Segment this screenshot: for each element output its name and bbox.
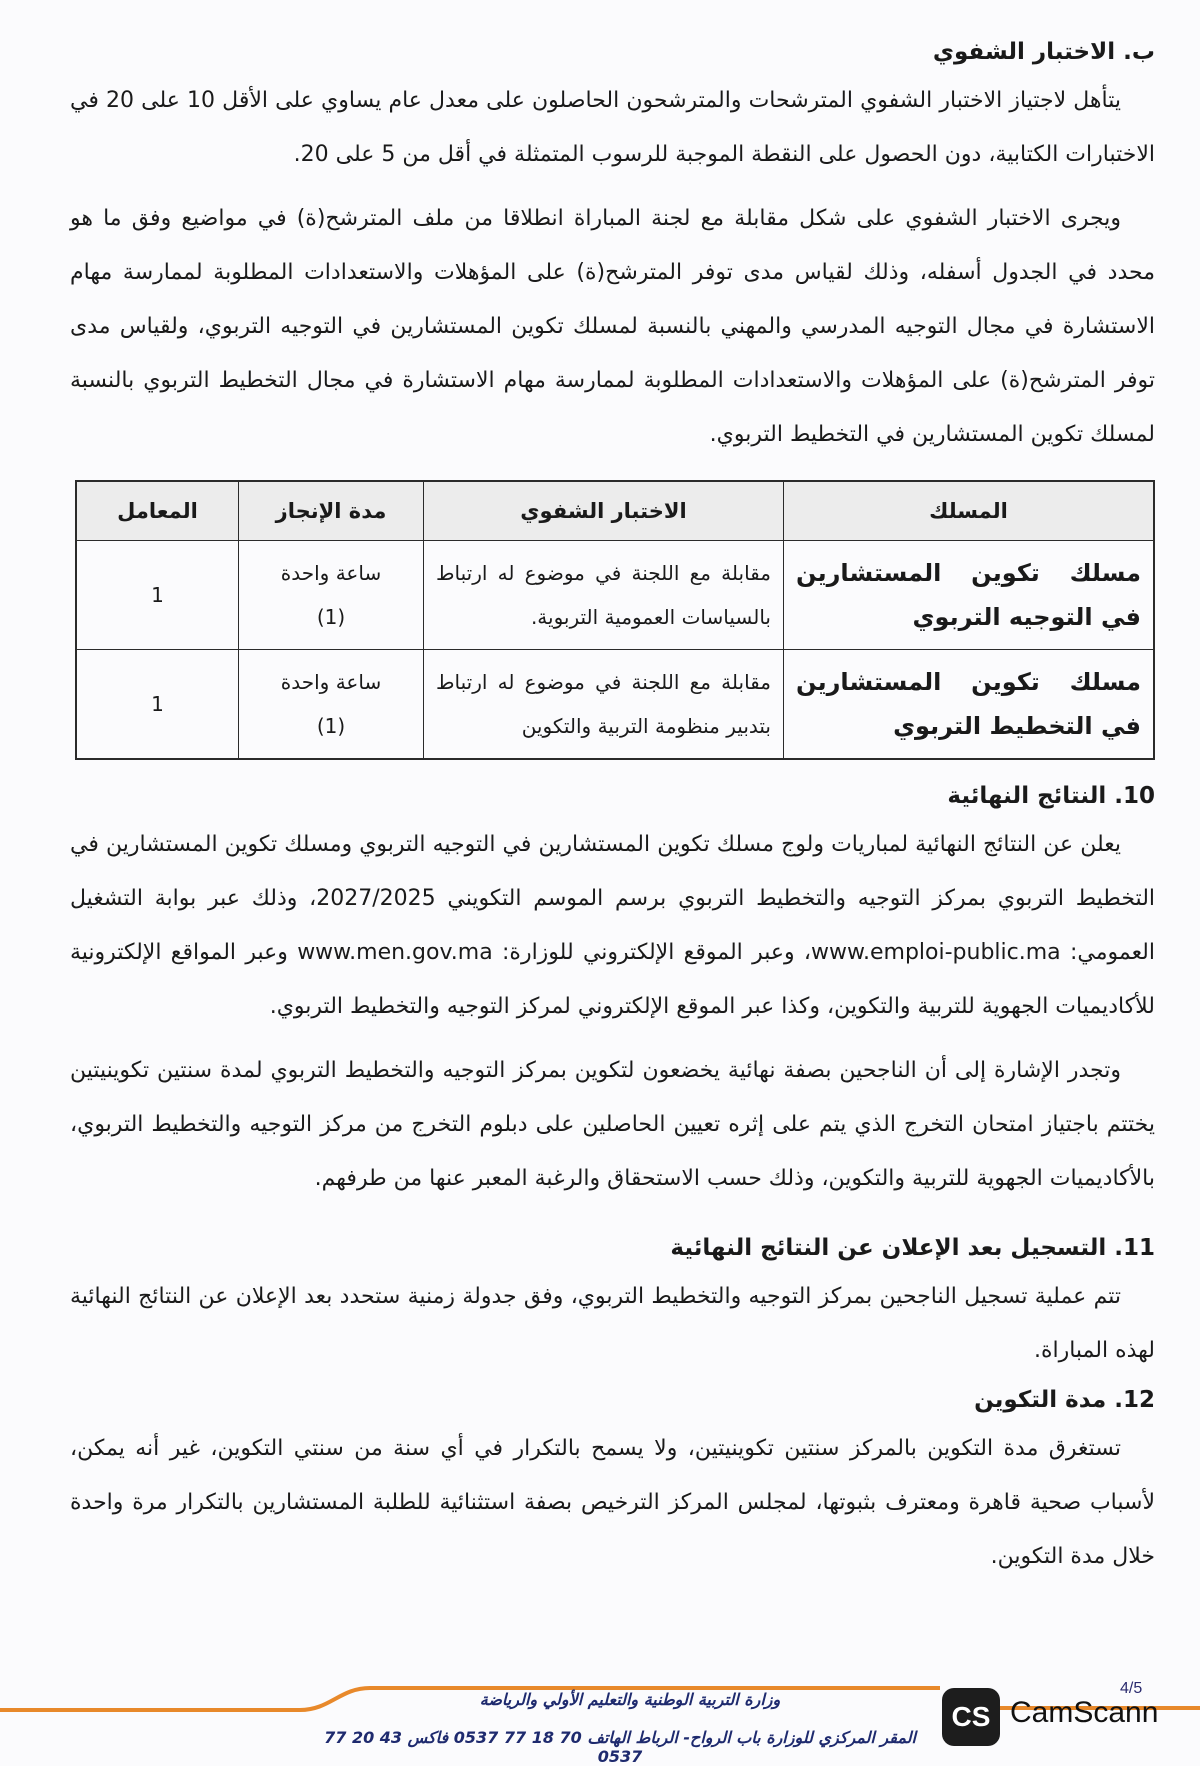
- section-b-paragraph-1: يتأهل لاجتياز الاختبار الشفوي المترشحات والمترشحون الحاصلون على معدل عام يساوي على الأقل 10 على 20 في الاختبارات الكتابية، دون الحصول على النقطة الموجبة للرسوب المتمثلة في أقل من 5 على 20.: [70, 88, 1155, 167]
- page-number: 4/5: [1120, 1680, 1143, 1697]
- row-oral-test: مقابلة مع اللجنة في موضوع له ارتباط بالسياسات العمومية التربوية.: [424, 541, 784, 650]
- camscanner-watermark: CamScann: [1010, 1696, 1159, 1729]
- section-12-paragraph-1: تستغرق مدة التكوين بالمركز سنتين تكوينيتين، ولا يسمح بالتكرار في أي سنة من سنتي التكوين، غير أنه يمكن، لأسباب صحية قاهرة ومعترف بثبوتها، لمجلس المركز الترخيص بصفة استثنائية للطلبة المستشارين بالتكرار مرة واحدة خلال مدة التكوين.: [70, 1436, 1155, 1569]
- ministry-address: المقر المركزي للوزارة باب الرواح- الرباط الهاتف 70 18 77 0537 فاكس 43 20 77 0537: [324, 1728, 916, 1766]
- row-oral-test: مقابلة مع اللجنة في موضوع له ارتباط بتدبير منظومة التربية والتكوين: [424, 650, 784, 760]
- header-duration: مدة الإنجاز: [239, 481, 424, 541]
- section-10-paragraph-2: وتجدر الإشارة إلى أن الناجحين بصفة نهائية يخضعون لتكوين بمركز التوجيه والتخطيط التربوي لمدة سنتين تكوينيتين يختتم باجتياز امتحان التخرج الذي يتم على إثره تعيين الحاصلين على دبلوم التخرج من مركز التوجيه والتخطيط التربوي، بالأكاديميات الجهوية للتربية والتكوين، وذلك حسب الاستحقاق والرغبة المعبر عنها من طرفهم.: [70, 1058, 1155, 1191]
- duration-text: ساعة واحدة: [280, 561, 382, 585]
- row-coefficient: 1: [76, 650, 239, 760]
- header-coefficient: المعامل: [76, 481, 239, 541]
- ministry-name: وزارة التربية الوطنية والتعليم الأولي والرياضة: [479, 1690, 781, 1709]
- table-header-row: [76, 481, 1154, 541]
- row-track: مسلك تكوين المستشارين في التخطيط التربوي: [784, 650, 1155, 760]
- section-11-heading: 11. التسجيل بعد الإعلان عن النتائج النهائية: [670, 1235, 1155, 1261]
- section-12-heading: 12. مدة التكوين: [974, 1387, 1155, 1413]
- section-10-paragraph-1: يعلن عن النتائج النهائية لمباريات ولوج مسلك تكوين المستشارين في التوجيه التربوي ومسلك تكوين المستشارين في التخطيط التربوي بمركز التوجيه والتخطيط التربوي برسم الموسم التكويني 2027/2025، وذلك عبر بوابة التشغيل العمومي: www.emploi-public.ma، وعبر الموقع الإلكتروني للوزارة: www.men.gov.ma وعبر المواقع الإلكترونية للأكاديميات الجهوية للتربية والتكوين، وكذا عبر الموقع الإلكتروني لمركز التوجيه والتخطيط التربوي.: [70, 832, 1156, 1019]
- table-row: [76, 541, 1154, 650]
- section-10-heading: 10. النتائج النهائية: [947, 783, 1155, 809]
- section-b-heading: ب. الاختبار الشفوي: [932, 39, 1155, 65]
- header-oral-test: الاختبار الشفوي: [424, 481, 784, 541]
- camscanner-logo-icon: CS: [942, 1688, 1000, 1746]
- page-footer: [0, 1680, 1200, 1766]
- row-duration: [239, 650, 424, 760]
- header-track: المسلك: [784, 481, 1155, 541]
- duration-number: (1): [316, 714, 346, 738]
- oral-exam-table: [75, 480, 1155, 760]
- section-11-paragraph-1: تتم عملية تسجيل الناجحين بمركز التوجيه والتخطيط التربوي، وفق جدولة زمنية ستحدد بعد الإعلان عن النتائج النهائية لهذه المباراة.: [70, 1284, 1155, 1363]
- section-b-paragraph-2: ويجرى الاختبار الشفوي على شكل مقابلة مع لجنة المباراة انطلاقا من ملف المترشح(ة) في مواضيع وفق ما هو محدد في الجدول أسفله، وذلك لقياس مدى توفر المترشح(ة) على المؤهلات والاستعدادات المطلوبة لممارسة مهام الاستشارة في مجال التوجيه المدرسي والمهني بالنسبة لمسلك تكوين المستشارين في التوجيه التربوي، ولقياس مدى توفر المترشح(ة) على المؤهلات والاستعدادات المطلوبة لممارسة مهام الاستشارة في مجال التخطيط التربوي بالنسبة لمسلك تكوين المستشارين في التخطيط التربوي.: [70, 206, 1155, 447]
- row-duration: [239, 541, 424, 650]
- duration-text: ساعة واحدة: [280, 670, 382, 694]
- document-page: [70, 30, 1155, 1584]
- table-row: [76, 650, 1154, 760]
- duration-number: (1): [316, 605, 346, 629]
- row-coefficient: 1: [76, 541, 239, 650]
- row-track: مسلك تكوين المستشارين في التوجيه التربوي: [784, 541, 1155, 650]
